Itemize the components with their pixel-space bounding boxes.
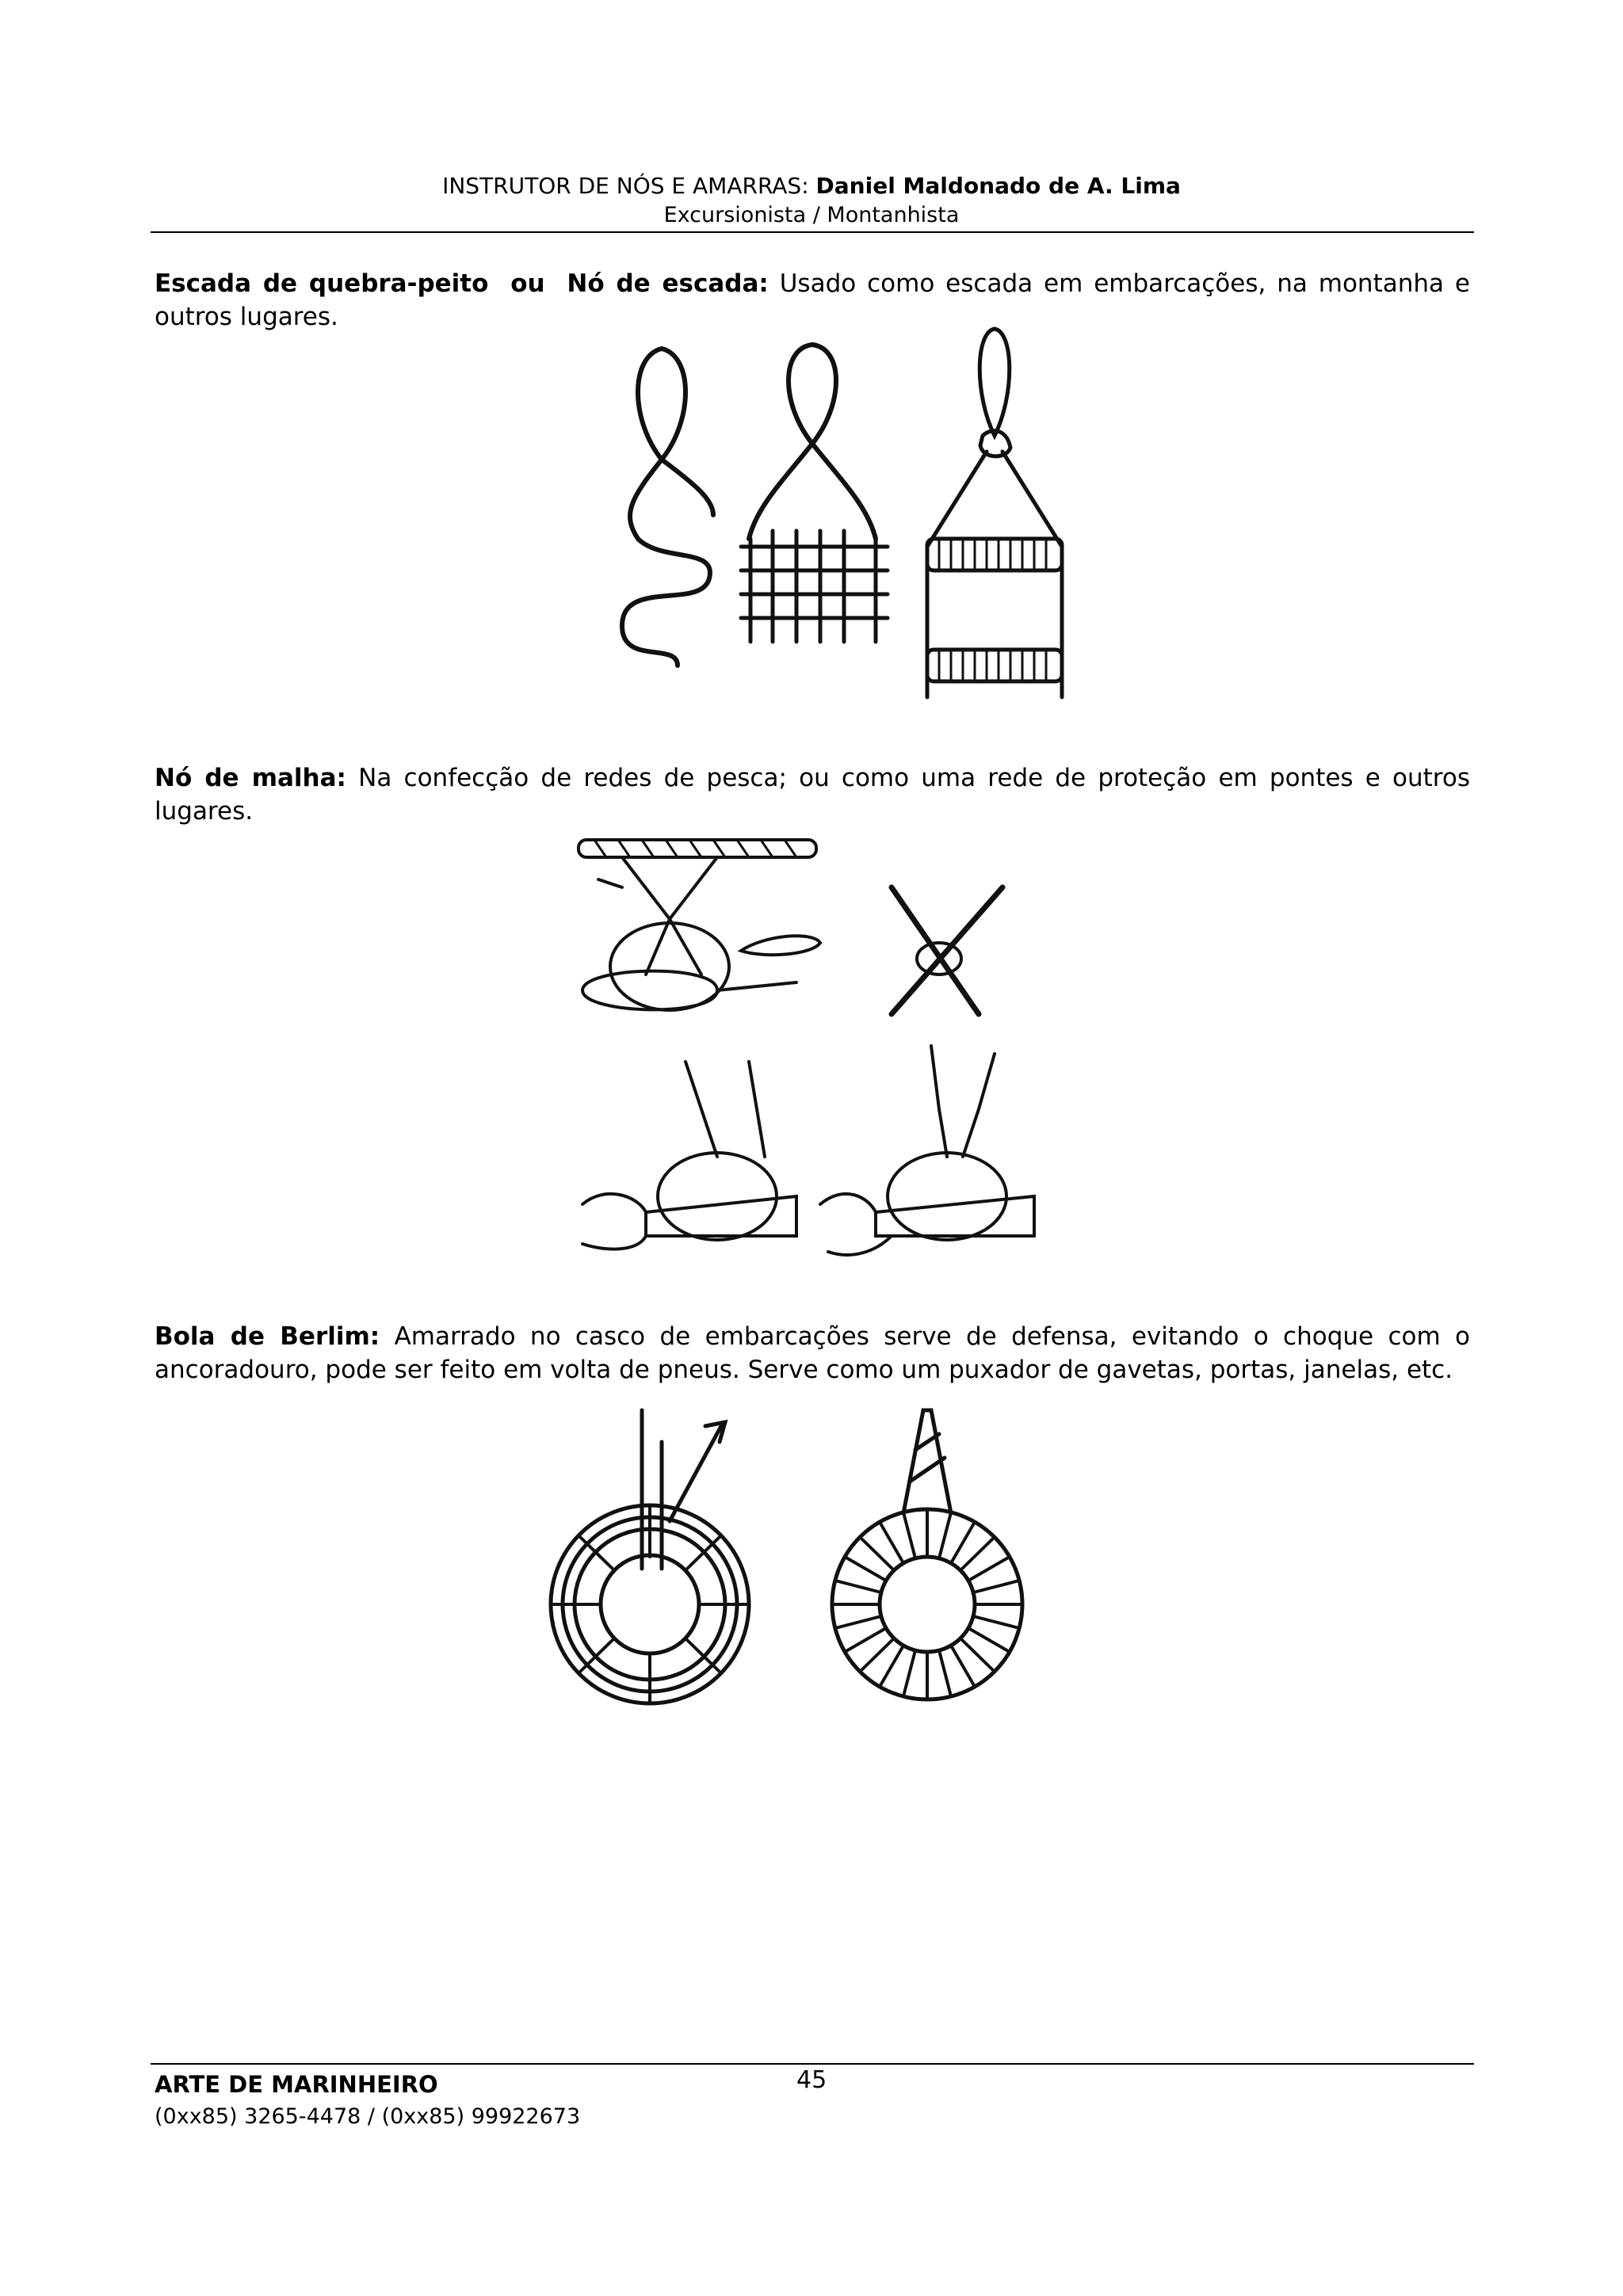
header-prefix: INSTRUTOR DE NÓS E AMARRAS: <box>442 173 809 199</box>
header-subtitle: Excursionista / Montanhista <box>663 203 960 227</box>
page-number: 45 <box>796 2066 827 2094</box>
header-rule <box>151 231 1474 233</box>
footer-title: ARTE DE MARINHEIRO <box>155 2071 438 2098</box>
section-berlim <box>155 1320 1470 1386</box>
section-text: Usado como escada em embarcações, na montanha e outros lugares. <box>155 269 1470 331</box>
section-text: Na confecção de redes de pesca; ou como uma rede de proteção em pontes e outros lugares. <box>155 764 1470 826</box>
header-author: Daniel Maldonado de A. Lima <box>815 173 1181 199</box>
section-term: Escada de quebra-peito <box>155 269 489 298</box>
section-text: Amarrado no casco de embarcações serve de defensa, evitando o choque com o ancoradouro, pode ser feito em volta de pneus. Serve como um puxador de gavetas, portas, janelas, etc. <box>155 1322 1471 1384</box>
ladder-knot-illustration <box>575 309 1098 721</box>
footer-phone: (0xx85) 3265-4478 / (0xx85) 99922673 <box>155 2104 581 2129</box>
net-knot-illustration <box>559 824 1066 1299</box>
section-term: Nó de malha: <box>155 764 346 792</box>
berlin-ball-illustration <box>531 1394 1070 1727</box>
section-alt-term: Nó de escada: <box>567 269 769 298</box>
section-term: Bola de Berlim: <box>155 1322 380 1351</box>
footer-rule <box>151 2063 1474 2065</box>
page-header <box>0 173 1623 199</box>
section-connector: ou <box>510 269 545 298</box>
section-malha <box>155 761 1470 828</box>
